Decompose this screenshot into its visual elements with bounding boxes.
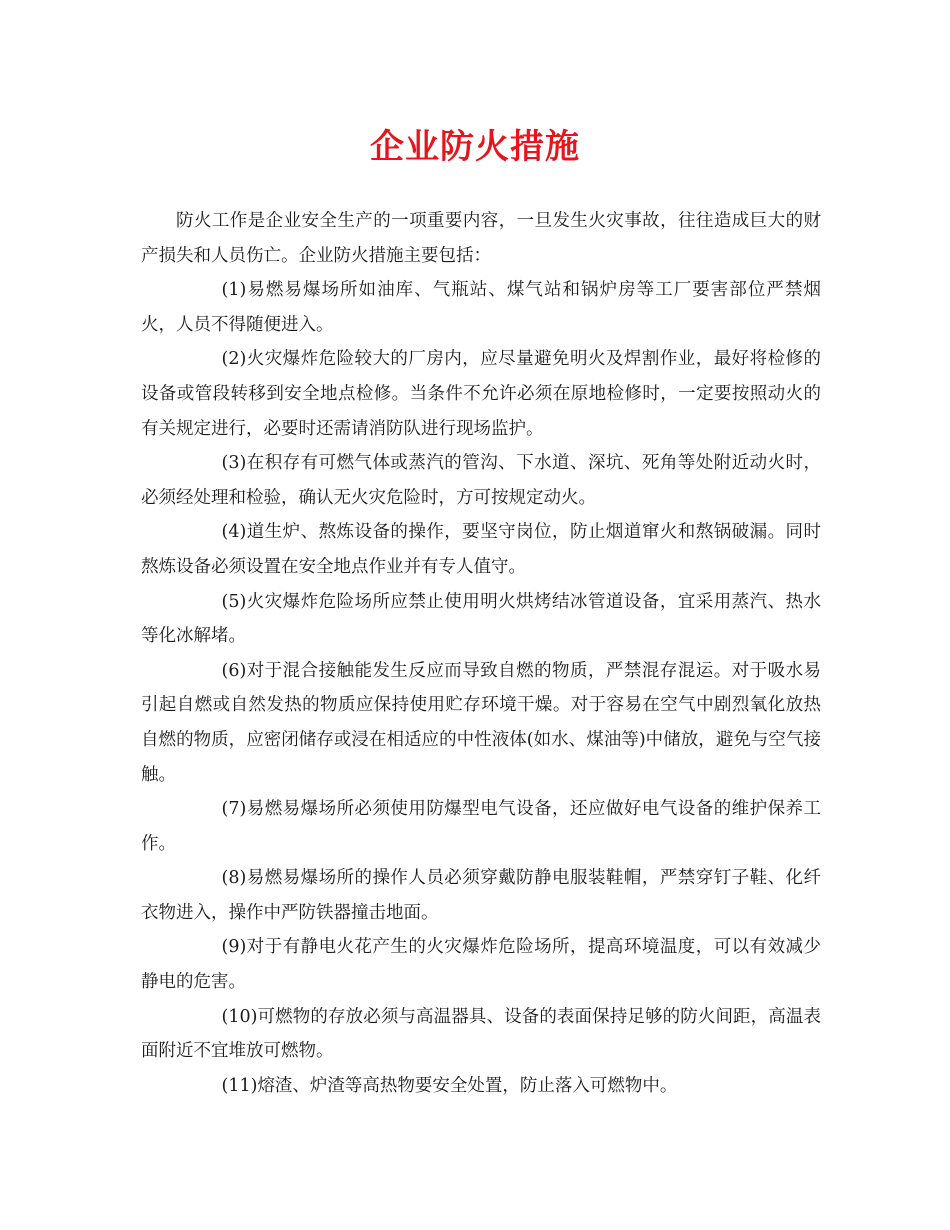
measure-item-11: (11)熔渣、炉渣等高热物要安全处置，防止落入可燃物中。: [221, 1075, 678, 1096]
measure-item-6: (6)对于混合接触能发生反应而导致自燃的物质，严禁混存混运。对于吸水易引起自燃或自然发热的物质应保持使用贮存环境干燥。对于容易在空气中剧烈氧化放热自燃的物质，应密闭储存或浸在相适应的中性液体(如水、煤油等)中储放，避免与空气接触。: [141, 660, 821, 785]
document-body: [141, 204, 821, 1103]
measure-item-5: (5)火灾爆炸危险场所应禁止使用明火烘烤结冰管道设备，宜采用蒸汽、热水等化冰解堵。: [141, 591, 821, 647]
intro-paragraph: 防火工作是企业安全生产的一项重要内容，一旦发生火灾事故，往往造成巨大的财产损失和人员伤亡。企业防火措施主要包括：: [141, 211, 821, 266]
measure-item-7: (7)易燃易爆场所必须使用防爆型电气设备，还应做好电气设备的维护保养工作。: [141, 799, 821, 854]
measure-item-4: (4)道生炉、熬炼设备的操作，要坚守岗位，防止烟道窜火和熬锅破漏。同时熬炼设备必须设置在安全地点作业并有专人值守。: [141, 522, 821, 577]
document-title: 企业防火措施: [370, 127, 580, 167]
measure-item-8: (8)易燃易爆场所的操作人员必须穿戴防静电服装鞋帽，严禁穿钉子鞋、化纤衣物进入，操作中严防铁器撞击地面。: [141, 868, 821, 923]
measure-item-1: (1)易燃易爆场所如油库、气瓶站、煤气站和锅炉房等工厂要害部位严禁烟火，人员不得随便进入。: [141, 280, 821, 335]
measure-item-10: (10)可燃物的存放必须与高温器具、设备的表面保持足够的防火间距，高温表面附近不宜堆放可燃物。: [141, 1006, 821, 1062]
measure-item-2: (2)火灾爆炸危险较大的厂房内，应尽量避免明火及焊割作业，最好将检修的设备或管段转移到安全地点检修。当条件不允许必须在原地检修时，一定要按照动火的有关规定进行，必要时还需请消防队进行现场监护。: [141, 349, 821, 439]
measure-item-9: (9)对于有静电火花产生的火灾爆炸危险场所，提高环境温度，可以有效减少静电的危害。: [141, 937, 821, 993]
measure-item-3: (3)在积存有可燃气体或蒸汽的管沟、下水道、深坑、死角等处附近动火时，必须经处理和检验，确认无火灾危险时，方可按规定动火。: [141, 453, 821, 508]
